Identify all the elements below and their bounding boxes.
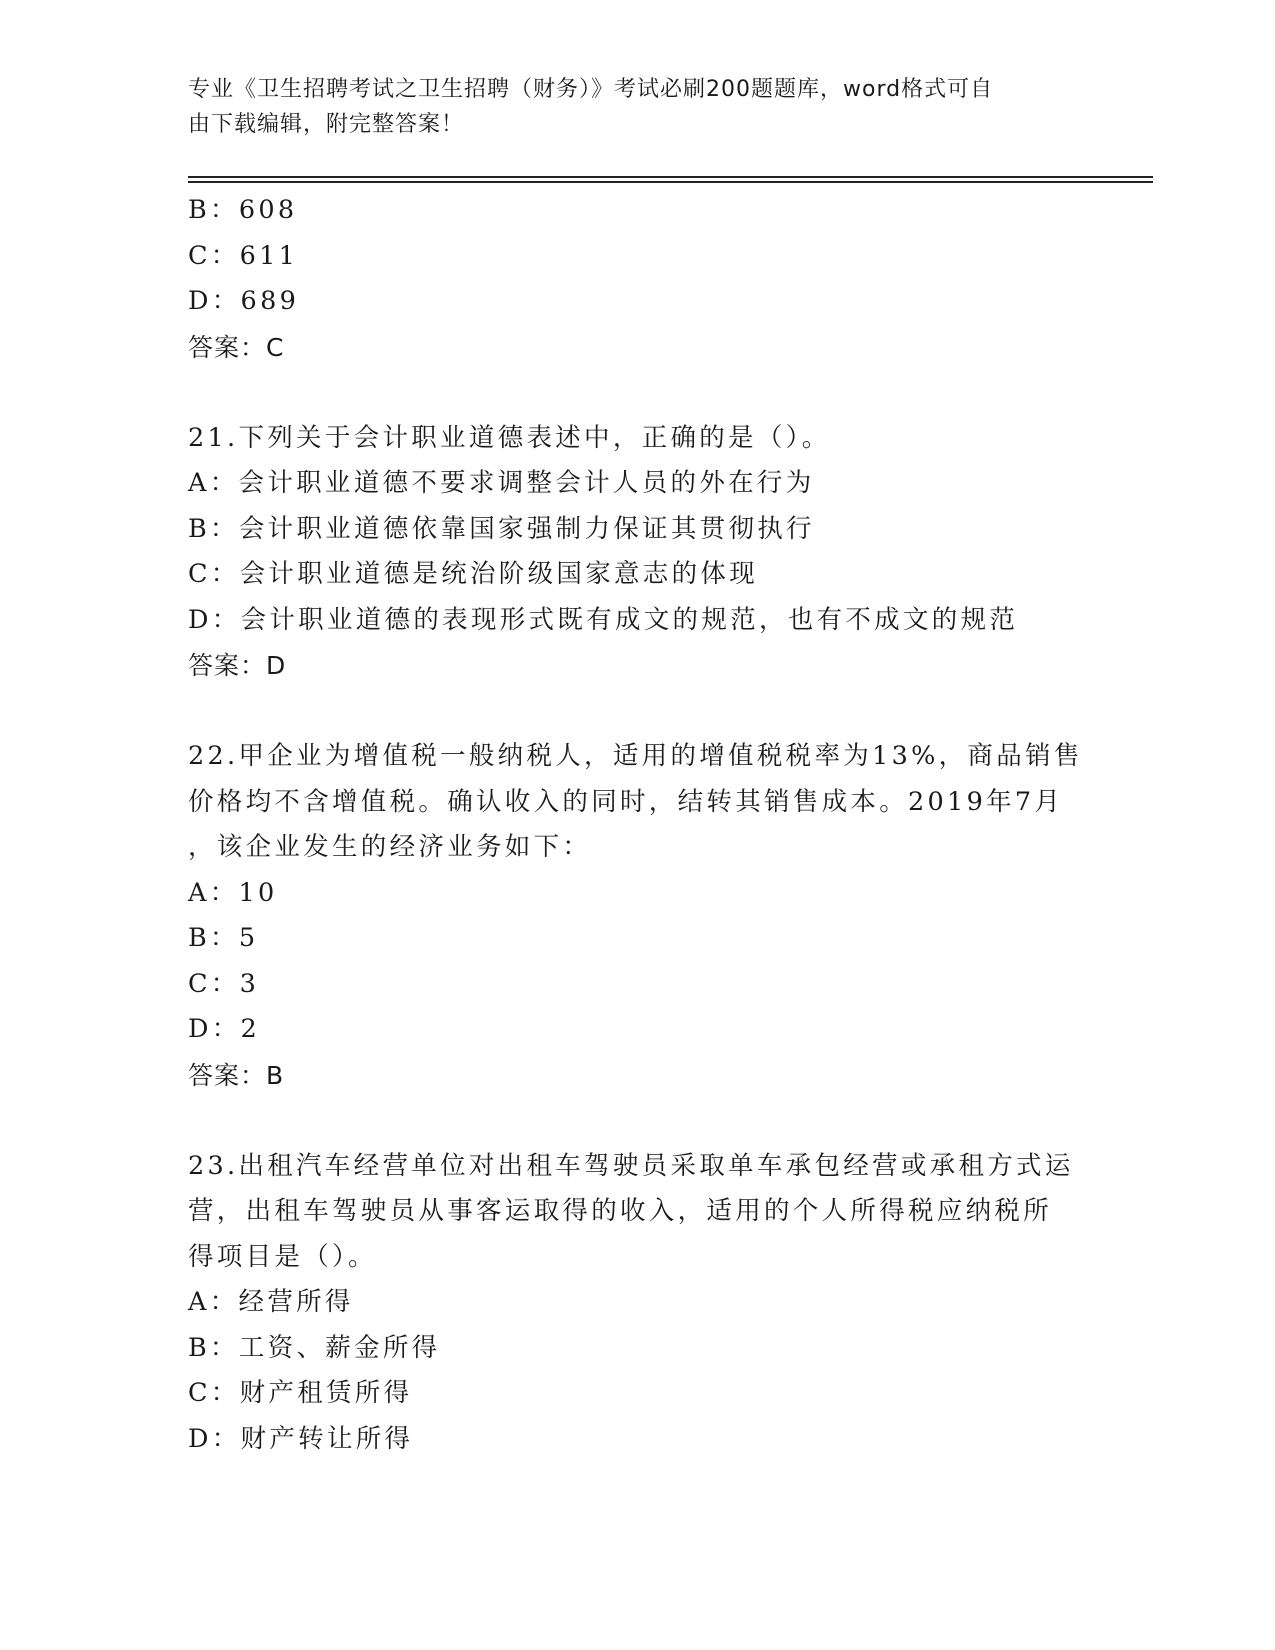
option-d: D：689 bbox=[188, 286, 300, 316]
spacer bbox=[188, 689, 1088, 735]
option-c: C：会计职业道德是统治阶级国家意志的体现 bbox=[188, 559, 759, 589]
answer: 答案：D bbox=[188, 651, 287, 680]
question-stem-line-3: ，该企业发生的经济业务如下： bbox=[188, 832, 592, 862]
question-20 bbox=[188, 188, 1088, 370]
question-stem-line-1: 22.甲企业为增值税一般纳税人，适用的增值税税率为13%，商品销售 bbox=[188, 741, 1083, 771]
option-b: B：工资、薪金所得 bbox=[188, 1332, 441, 1363]
header-line-1: 专业《卫生招聘考试之卫生招聘（财务）》考试必刷200题题库，word格式可自 bbox=[188, 77, 994, 102]
question-21 bbox=[188, 416, 1088, 689]
question-stem: 21.下列关于会计职业道德表述中，正确的是（）。 bbox=[188, 422, 831, 453]
spacer bbox=[188, 1098, 1088, 1144]
question-22 bbox=[188, 734, 1088, 1098]
option-a: A：会计职业道德不要求调整会计人员的外在行为 bbox=[188, 468, 815, 498]
option-c: C：财产租赁所得 bbox=[188, 1378, 413, 1408]
question-stem-line-2: 营，出租车驾驶员从事客运取得的收入，适用的个人所得税应纳税所 bbox=[188, 1196, 1053, 1226]
option-d: D：会计职业道德的表现形式既有成文的规范，也有不成文的规范 bbox=[188, 604, 1019, 635]
option-c: C：611 bbox=[188, 240, 299, 271]
header-line-2: 由下载编辑，附完整答案！ bbox=[188, 112, 465, 137]
option-b: B：会计职业道德依靠国家强制力保证其贯彻执行 bbox=[188, 513, 815, 544]
option-a: A：10 bbox=[188, 877, 278, 908]
spacer bbox=[188, 370, 1088, 416]
option-b: B：5 bbox=[188, 923, 259, 953]
header-divider-top bbox=[188, 176, 1153, 178]
option-d: D：财产转让所得 bbox=[188, 1423, 414, 1454]
option-a: A：经营所得 bbox=[188, 1287, 354, 1317]
answer: 答案：B bbox=[188, 1060, 285, 1090]
question-stem-line-1: 23.出租汽车经营单位对出租车驾驶员采取单车承包经营或承租方式运 bbox=[188, 1150, 1074, 1181]
page-header bbox=[188, 72, 1068, 142]
option-b: B：608 bbox=[188, 195, 298, 225]
option-d: D：2 bbox=[188, 1014, 261, 1044]
question-stem-line-3: 得项目是（）。 bbox=[188, 1241, 377, 1272]
document-body bbox=[188, 188, 1088, 1462]
header-divider-bottom bbox=[188, 181, 1153, 183]
question-stem-line-2: 价格均不含增值税。确认收入的同时，结转其销售成本。2019年7月 bbox=[188, 786, 1064, 817]
question-23 bbox=[188, 1144, 1088, 1463]
option-c: C：3 bbox=[188, 968, 260, 999]
answer: 答案：C bbox=[188, 332, 285, 362]
